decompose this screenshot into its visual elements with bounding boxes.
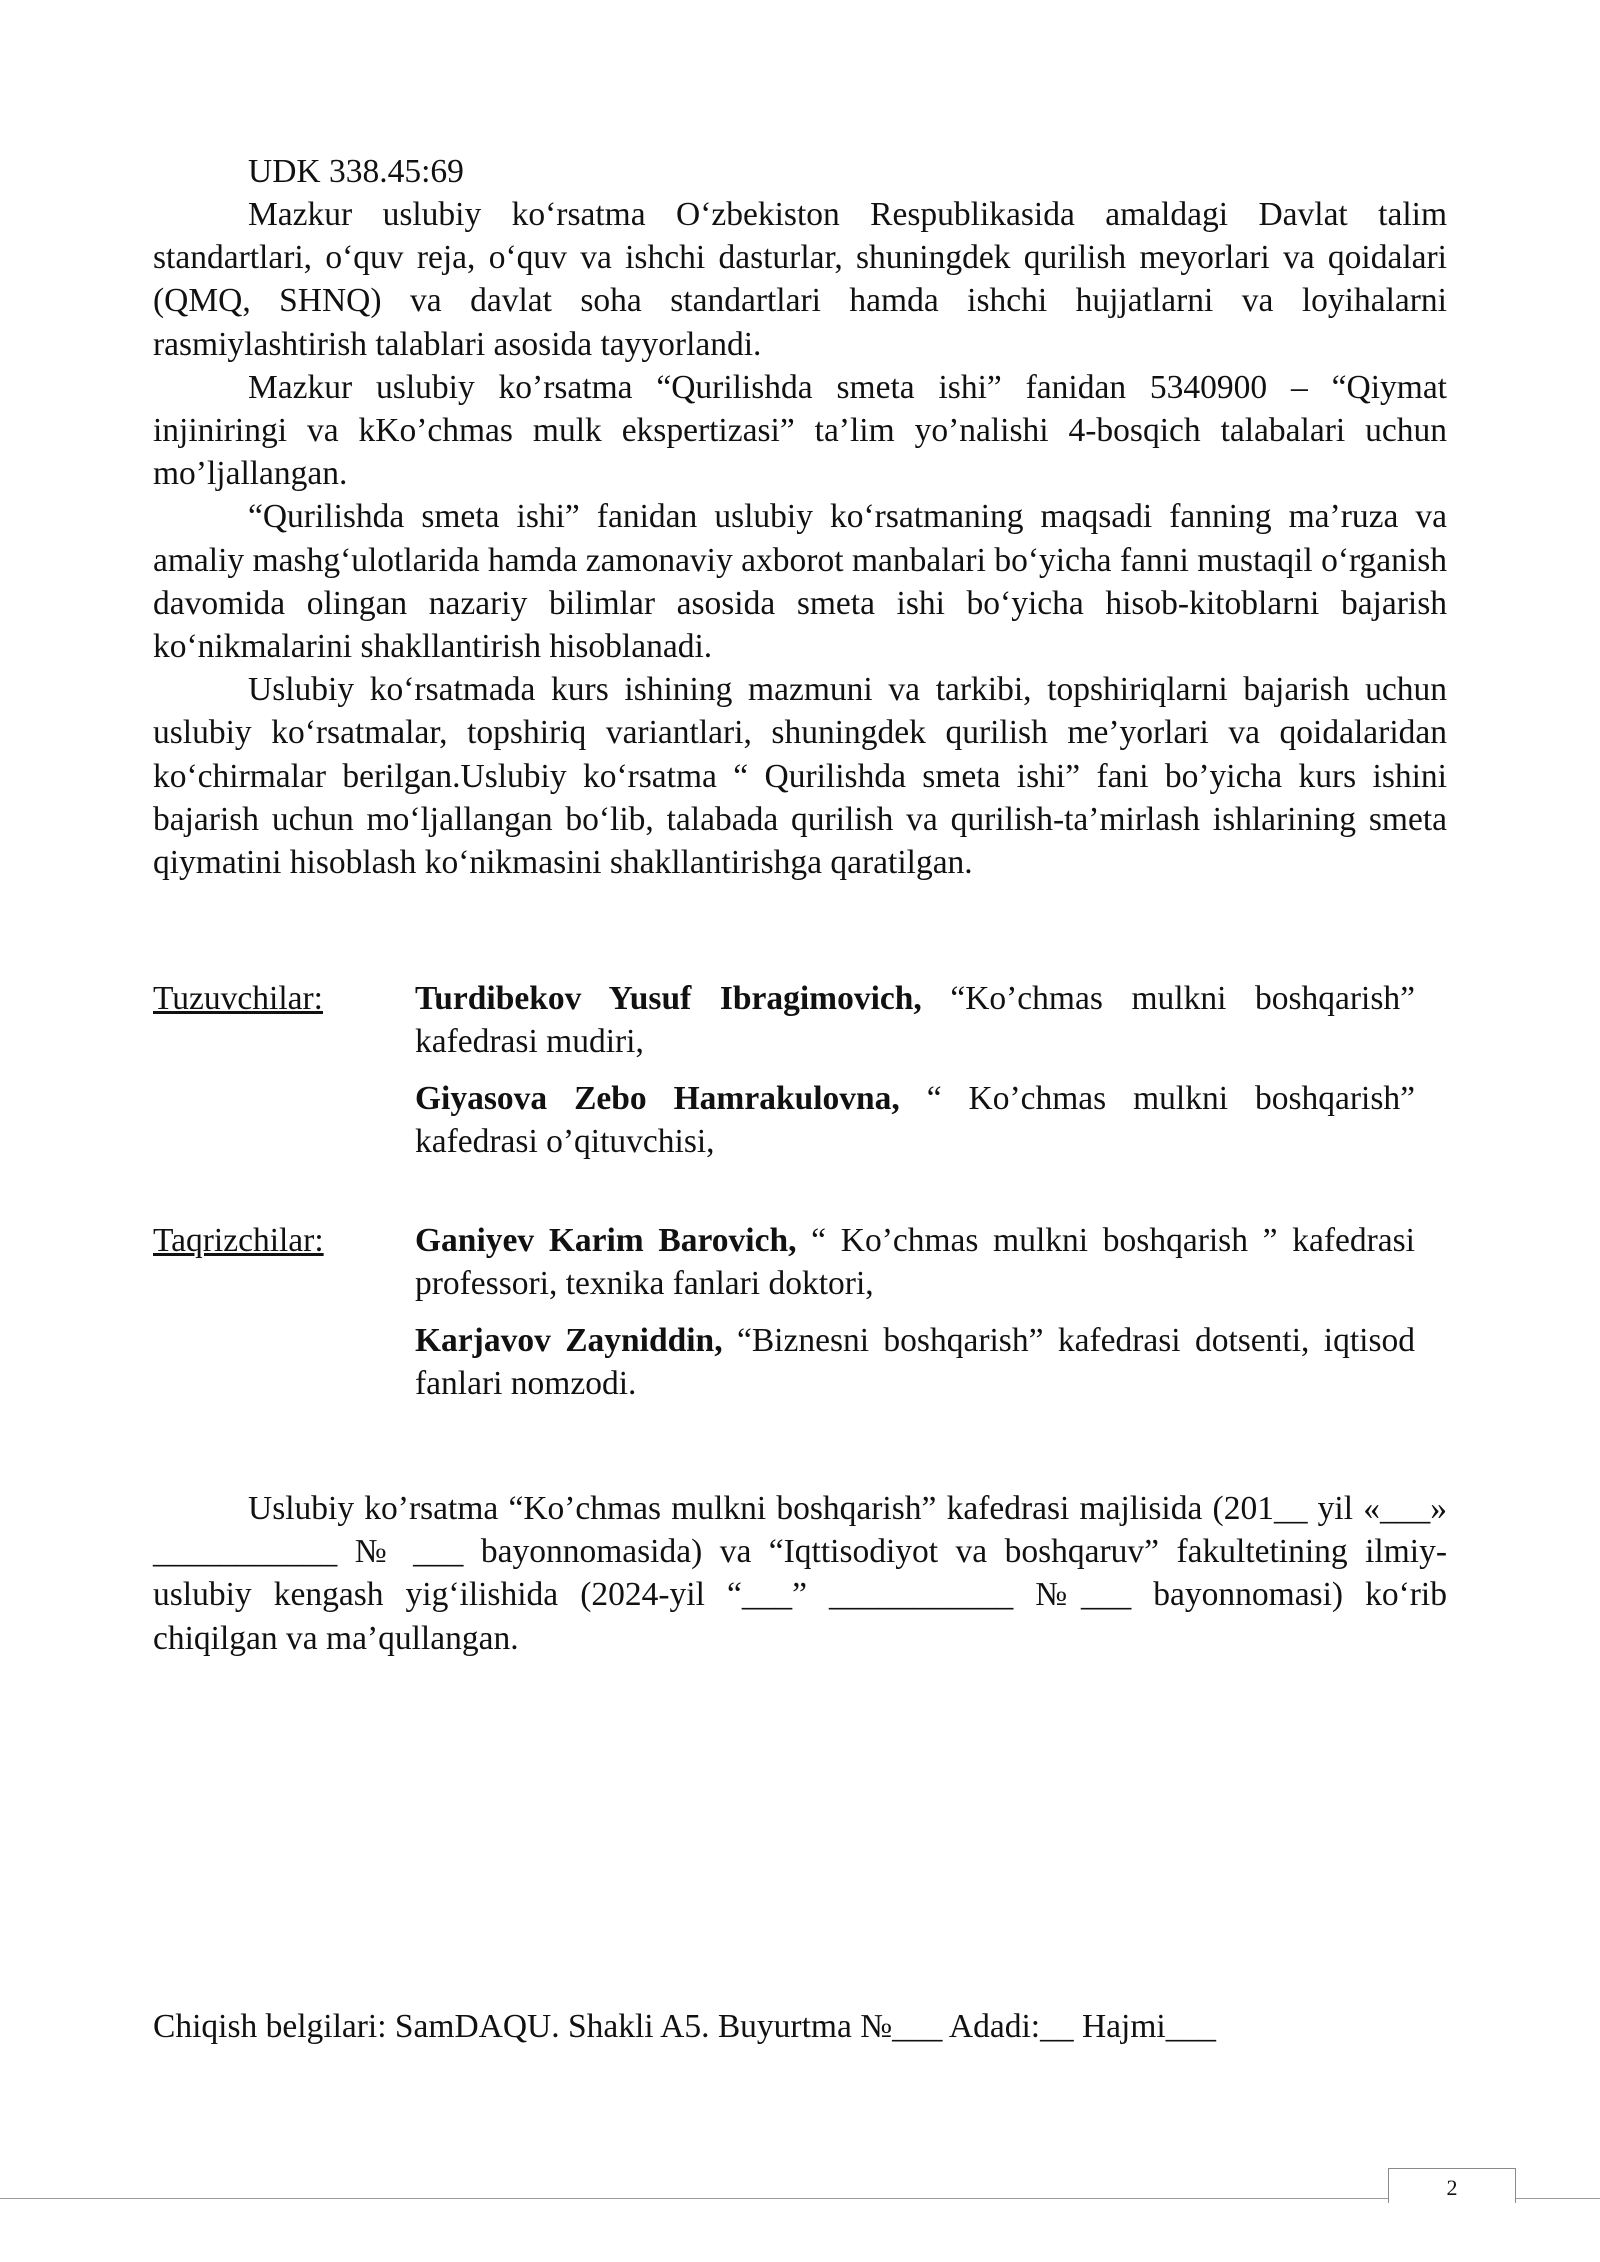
reviewer-name: Karjavov Zayniddin,: [415, 1322, 723, 1359]
compiler-name: Turdibekov Yusuf Ibragimovich,: [415, 980, 922, 1017]
exit-data: Chiqish belgilari: SamDAQU. Shakli A5. Buyurtma №___ Adadi:__ Hajmi___: [153, 2008, 1216, 2045]
intro-text: [153, 193, 1447, 884]
reviewer-position: “ Ko’chmas mulkni boshqarish ” kafedrasi professori, texnika fanlari doktori,: [415, 1222, 1415, 1302]
udk-code: UDK 338.45:69: [248, 153, 464, 190]
reviewer-position: “Biznesni boshqarish” kafedrasi dotsenti, iqtisod fanlari nomzodi.: [415, 1322, 1415, 1402]
reviewer-entry: [415, 1219, 1415, 1305]
compiler-entry: [415, 977, 1415, 1063]
page-number: 2: [1388, 2168, 1516, 2203]
compiler-entry: [415, 1077, 1415, 1163]
compiler-position: “ Ko’chmas mulkni boshqarish” kafedrasi o’qituvchisi,: [415, 1080, 1416, 1160]
footer-divider: [0, 2198, 1600, 2199]
paragraph-1: Mazkur uslubiy ko‘rsatma O‘zbekiston Respublikasida amaldagi Davlat talim standartlari, o‘quv reja, o‘quv va ishchi dasturlar, shuningdek qurilish meyorlari va qoidalari (QMQ, SHNQ) va davlat soha standartlari hamda ishchi hujjatlarni va loyihalarni rasmiylashtirish talablari asosida tayyorlandi.: [153, 196, 1447, 363]
reviewers-label: Taqrizchilar:: [153, 1222, 324, 1259]
approval-section: [153, 1487, 1447, 1660]
approval-text: Uslubiy ko’rsatma “Ko’chmas mulkni boshqarish” kafedrasi majlisida (201__ yil «___» ___________ № ___ bayonnomasida) va “Iqttisodiyot va boshqaruv” fakultetining ilmiy-uslubiy kengash yig‘ilishida (2024-yil “___” ___________ №___ bayonnomasi) ko‘rib chiqilgan va ma’qullangan.: [153, 1490, 1447, 1657]
compiler-name: Giyasova Zebo Hamrakulovna,: [415, 1080, 900, 1117]
reviewer-name: Ganiyev Karim Barovich,: [415, 1222, 797, 1259]
paragraph-4: Uslubiy ko‘rsatmada kurs ishining mazmuni va tarkibi, topshiriqlarni bajarish uchun uslubiy ko‘rsatmalar, topshiriq variantlari, shuningdek qurilish me’yorlari va qoidalaridan ko‘chirmalar berilgan.Uslubiy ko‘rsatma “ Qurilishda smeta ishi” fani bo’yicha kurs ishini bajarish uchun mo‘ljallangan bo‘lib, talabada qurilish va qurilish-ta’mirlash ishlarining smeta qiymatini hisoblash ko‘nikmasini shakllantirishga qaratilgan.: [153, 671, 1447, 882]
paragraph-3: “Qurilishda smeta ishi” fanidan uslubiy ko‘rsatmaning maqsadi fanning ma’ruza va amaliy mashg‘ulotlarida hamda zamonaviy axborot manbalari bo‘yicha fanni mustaqil o‘rganish davomida olingan nazariy bilimlar asosida smeta ishi bo‘yicha hisob-kitoblarni bajarish ko‘nikmalarini shakllantirish hisoblanadi.: [153, 498, 1447, 666]
paragraph-2: Mazkur uslubiy ko’rsatma “Qurilishda smeta ishi” fanidan 5340900 – “Qiymat injiniringi va kKo’chmas mulk ekspertizasi” ta’lim yo’nalishi 4-bosqich talabalari uchun mo’ljallangan.: [153, 368, 1447, 493]
compiler-position: “Ko’chmas mulkni boshqarish” kafedrasi mudiri,: [415, 980, 1415, 1060]
compilers-list: [415, 977, 1415, 1163]
reviewers-list: [415, 1219, 1415, 1405]
reviewer-entry: [415, 1319, 1415, 1405]
compilers-label: Tuzuvchilar:: [153, 980, 323, 1017]
